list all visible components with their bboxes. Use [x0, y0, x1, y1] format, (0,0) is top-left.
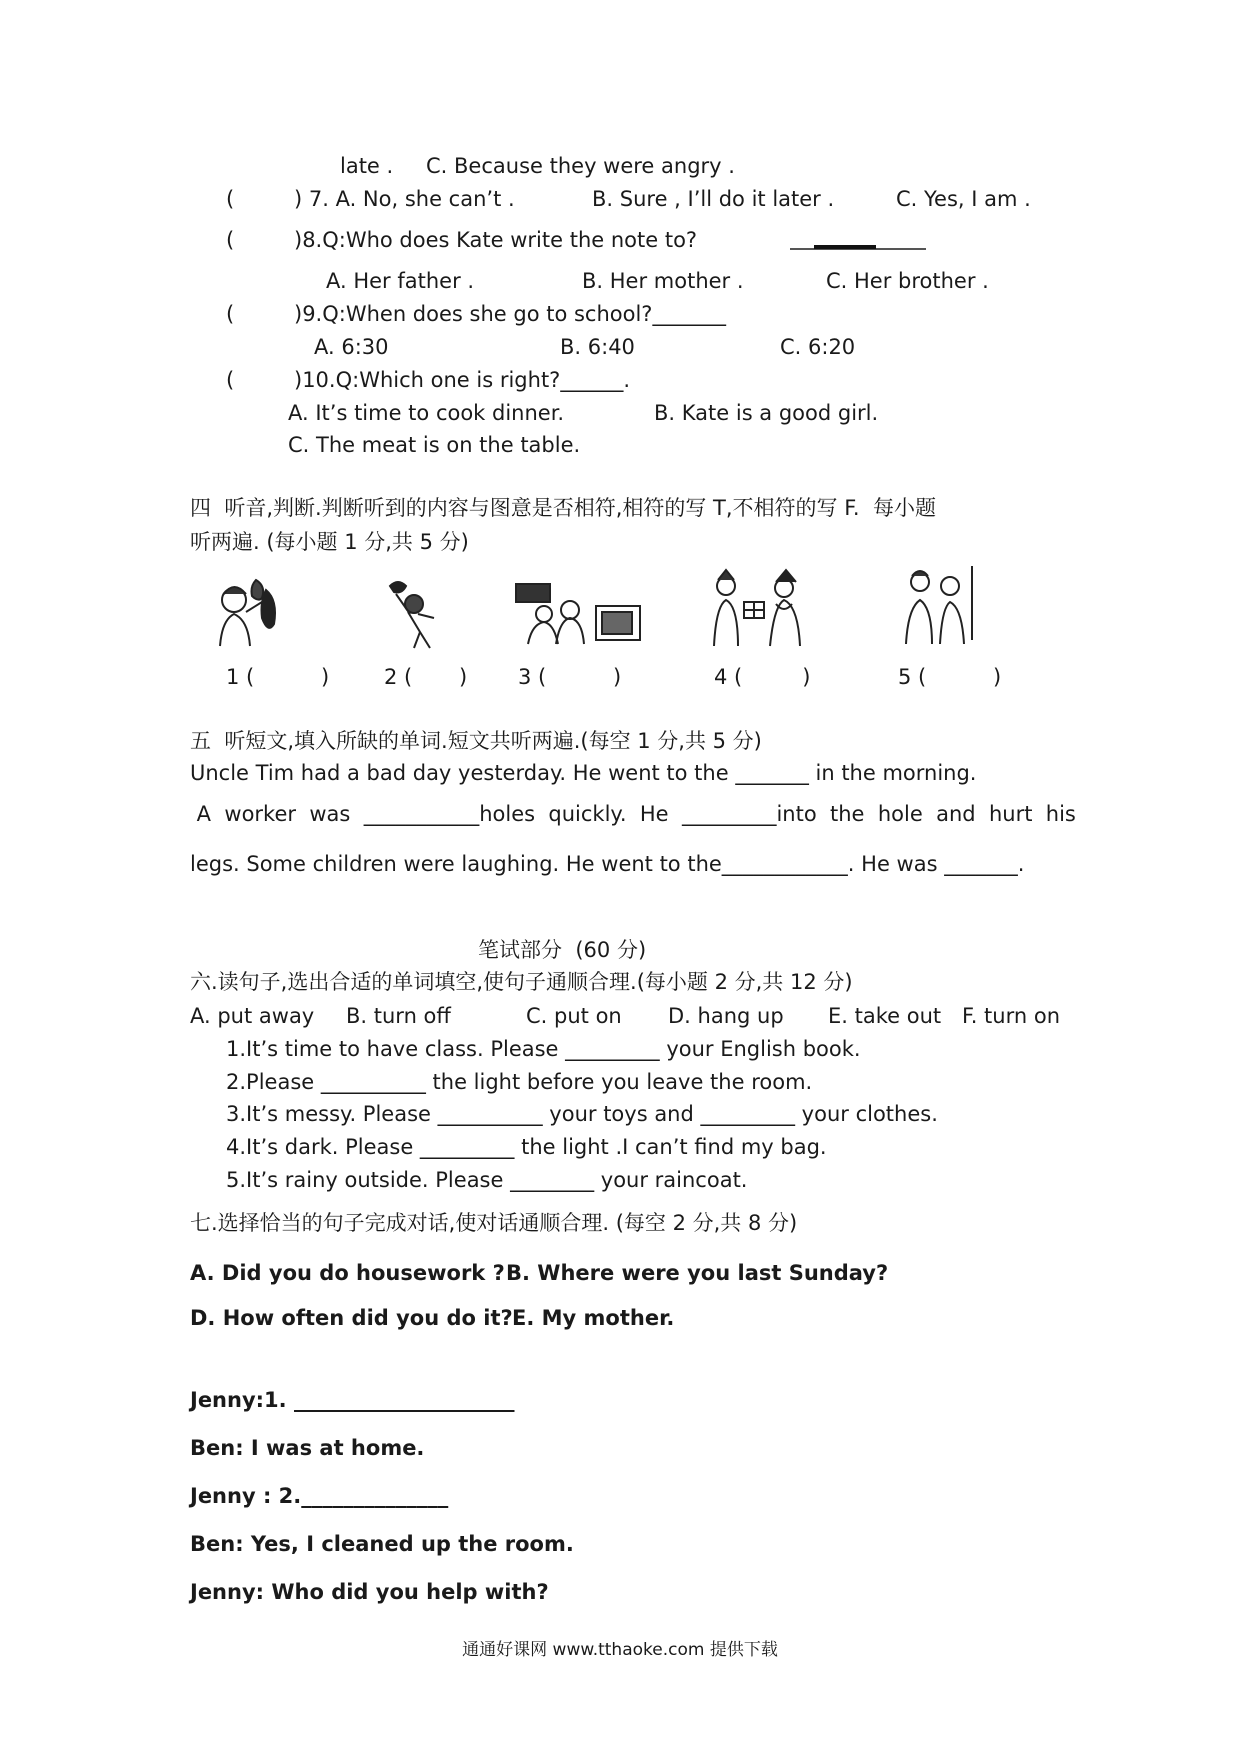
dialog-line-1: Jenny:1. _____________________ — [190, 1388, 515, 1412]
picture-5-two-people-talking — [900, 564, 984, 646]
section4-title-line2: 听两遍. (每小题 1 分,共 5 分) — [190, 530, 469, 554]
section5-passage-line1: Uncle Tim had a bad day yesterday. He went to the _______ in the morning. — [190, 761, 977, 785]
section6-sentence-4: 4.It’s dark. Please _________ the light .I can’t find my bag. — [226, 1135, 827, 1159]
section6-option-a: A. put away — [190, 1004, 315, 1028]
picture-1-woman-cooking-fish — [206, 576, 298, 648]
q7-option-a: ) 7. A. No, she can’t . — [294, 187, 515, 211]
q10-option-b: B. Kate is a good girl. — [654, 401, 879, 425]
picture-3-family-watching-tv — [514, 580, 644, 646]
section7-title: 七.选择恰当的句子完成对话,使对话通顺合理. (每空 2 分,共 8 分) — [190, 1211, 798, 1235]
dialog-line-5: Jenny: Who did you help with? — [190, 1580, 549, 1604]
q10-paren: ( — [226, 368, 235, 392]
picture-3-answer[interactable]: 3 ( ) — [518, 665, 622, 689]
q9-option-c: C. 6:20 — [780, 335, 856, 359]
q9-paren: ( — [226, 302, 235, 326]
q8-paren: ( — [226, 228, 235, 252]
section6-sentence-2: 2.Please __________ the light before you leave the room. — [226, 1070, 813, 1094]
q10-option-a: A. It’s time to cook dinner. — [288, 401, 565, 425]
picture-4-answer[interactable]: 4 ( ) — [714, 665, 811, 689]
picture-2-answer[interactable]: 2 ( ) — [384, 665, 468, 689]
section7-option-b: B. Where were you last Sunday? — [506, 1261, 889, 1285]
q8-option-c: C. Her brother . — [826, 269, 989, 293]
dialog-line-2: Ben: I was at home. — [190, 1436, 425, 1460]
section5-passage-line2: A worker was ___________holes quickly. He _________into the hole and hurt his — [190, 802, 1076, 826]
page-footer: 通通好课网 www.tthaoke.com 提供下载 — [462, 1640, 778, 1660]
section6-sentence-3: 3.It’s messy. Please __________ your toys and _________ your clothes. — [226, 1102, 938, 1126]
q9-option-b: B. 6:40 — [560, 335, 635, 359]
q7-paren: ( — [226, 187, 235, 211]
section6-option-d: D. hang up — [668, 1004, 784, 1028]
section6-option-e: E. take out — [828, 1004, 942, 1028]
dialog-line-3: Jenny : 2.______________ — [190, 1484, 449, 1508]
q8-option-a: A. Her father . — [326, 269, 475, 293]
q8-question: )8.Q:Who does Kate write the note to? — [294, 228, 698, 252]
q10-question: )10.Q:Which one is right?______. — [294, 368, 630, 392]
section6-sentence-1: 1.It’s time to have class. Please _________ your English book. — [226, 1037, 861, 1061]
section6-option-b: B. turn off — [346, 1004, 451, 1028]
section6-sentence-5: 5.It’s rainy outside. Please ________ your raincoat. — [226, 1168, 748, 1192]
section5-title: 五 听短文,填入所缺的单词.短文共听两遍.(每空 1 分,共 5 分) — [190, 729, 762, 753]
written-part-header: 笔试部分 (60 分) — [478, 938, 647, 962]
section7-option-a: A. Did you do housework ? — [190, 1261, 505, 1285]
q10-option-c: C. The meat is on the table. — [288, 433, 581, 457]
dialog-line-4: Ben: Yes, I cleaned up the room. — [190, 1532, 574, 1556]
picture-1-answer[interactable]: 1 ( ) — [226, 665, 330, 689]
picture-5-answer[interactable]: 5 ( ) — [898, 665, 1002, 689]
q8-option-b: B. Her mother . — [582, 269, 744, 293]
q6-option-a-tail: late . — [340, 154, 394, 178]
section4-title-line1: 四 听音,判断.判断听到的内容与图意是否相符,相符的写 T,不相符的写 F. 每小题 — [190, 496, 936, 520]
q7-option-b: B. Sure , I’ll do it later . — [592, 187, 835, 211]
section7-option-d: D. How often did you do it? — [190, 1306, 513, 1330]
q7-option-c: C. Yes, I am . — [896, 187, 1031, 211]
q6-option-c: C. Because they were angry . — [426, 154, 735, 178]
section7-option-e: E. My mother. — [512, 1306, 675, 1330]
picture-2-boy-throwing — [384, 578, 456, 650]
section6-option-f: F. turn on — [962, 1004, 1061, 1028]
section6-option-c: C. put on — [526, 1004, 622, 1028]
section6-title: 六.读句子,选出合适的单词填空,使句子通顺合理.(每小题 2 分,共 12 分) — [190, 970, 853, 994]
q9-option-a: A. 6:30 — [314, 335, 389, 359]
q9-question: )9.Q:When does she go to school?_______ — [294, 302, 726, 326]
q8-answer-blank[interactable] — [790, 248, 926, 252]
picture-4-santa-giving-gift — [708, 568, 810, 648]
section5-passage-line3: legs. Some children were laughing. He went to the____________. He was _______. — [190, 852, 1025, 876]
